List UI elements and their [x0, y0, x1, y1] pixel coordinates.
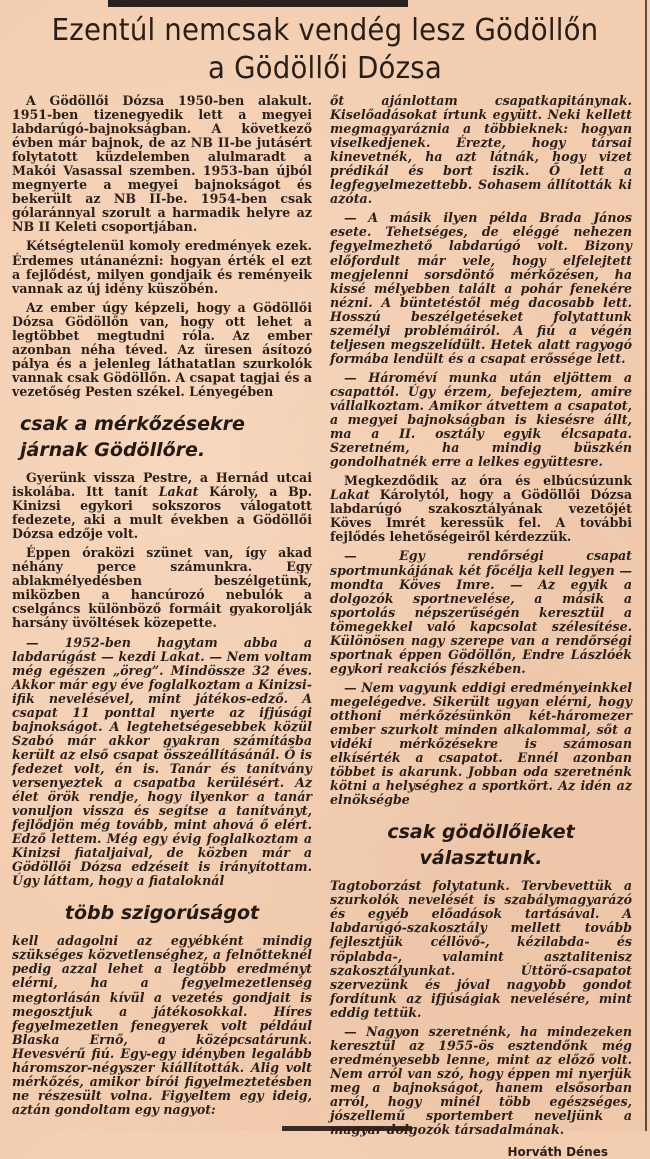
quote-paragraph: — 1952-ben hagytam abba a labdarúgást — kezdi Lakat. — Nem voltam még egészen „öreg”. Mindössze 32 éves. Akkor már egy éve foglalkoztam a Kinizsi-ifik nevelésével, mint játékos-edző. A csapat 11 ponttal nyerte az ifjúsági bajnokságot. A legtehetségesebbek közül Szabó már akkor gyakran számításba került az első csapat összeállításánál. Ő is fedezet volt, én is. Tanár és tanítvány versenyeztek a csapatba kerülésért. Az élet örök rendje, hogy ilyenkor a tanár vonuljon vissza és segítse a tanítványt, fejlődjön még tovább, mint ahová ő elért. Edző lettem. Még egy évig foglalkoztam a Kinizsi fiataljaival, de közben már a Gödöllői Dózsa edzéseit is irányítottam. Úgy láttam, hogy a fiataloknál: [12, 634, 312, 889]
subheading: több szigorúságot: [64, 902, 260, 925]
quote-paragraph: — Nem vagyunk eddigi eredményeinkkel megelégedve. Sikerült ugyan elérni, hogy otthoni mérkőzésünkön két-háromezer ember szurkolt minden alkalommal, sőt a vidéki mérkőzésekre is számosan elkísérték a csapatot. Ennél azonban többet is akarunk. Jobban oda szeretnénk kötni a helységhez a sportkört. Az idén az elnökségbe: [330, 679, 632, 808]
headline-line-1: Ezentúl nemcsak vendég lesz Gödöllőn: [51, 13, 599, 48]
top-rule: [108, 0, 408, 7]
paragraph: Éppen óraközi szünet van, így akad néhány perce számunkra. Egy ablakmélyedésben beszélgetünk, miközben a hancúrozó nebulók a cselgáncs különböző formáit gyakorolják harsány üvöltések közepette.: [12, 545, 312, 631]
text: Megkezdődik az óra és elbúcsúzunk: [344, 473, 632, 489]
quote-paragraph: — Nagyon szeretnénk, ha mindezeken keresztül az 1955-ös esztendőnk még eredményesebb lenne, mint az előző volt. Nem arról van szó, hogy éppen mi nyerjük meg a bajnokságot, hanem elsősorban arról, hogy minél több egészséges, jószellemű sportembert neveljünk a magyar dolgozók társadalmának.: [330, 1023, 632, 1138]
article-headline: [26, 12, 624, 88]
right-column: [330, 94, 632, 1159]
subheading: csak gödöllőieket választunk.: [387, 821, 575, 870]
text: Károlytól, hogy a Gödöllői Dózsa labdarúgó szakosztályának vezetőjét Köves Imrét keressük fel. A további fejlődés lehetőségeiről kérdezzük.: [330, 487, 632, 545]
headline-line-2: a Gödöllői Dózsa: [208, 51, 442, 86]
quote-paragraph: Tagtoborzást folytatunk. Tervbevettük a szurkolók nevelését is szabálymagyarázó és egyéb előadások tartásával. A labdarúgó-szakosztály mellett tovább fejlesztjük céllövő-, kézilabda- és röplabda-, valamint asztalitenisz szakosztályunkat. Úttörő-csapatot szervezünk és jóval nagyobb gondot fordítunk az ifjúságiak nevelésére, mint eddig tettük.: [330, 878, 632, 1020]
quote-paragraph: — Egy rendőrségi csapat sportmunkájának két főcélja kell legyen — mondta Köves Imre. — Az egyik a dolgozók sportnevelése, a másik a sportolás népszerűségén keresztül a tömegekkel való kapcsolat szélesítése. Különösen nagy szerepe van a rendőrségi sportnak éppen Gödöllőn, Endre Lászlóék egykori reakciós fészkében.: [330, 548, 632, 676]
column-rule: [645, 0, 647, 1131]
paragraph: Az ember úgy képzeli, hogy a Gödöllői Dózsa Gödöllőn van, hogy ott lehet a legtöbbet megtudni róla. Az ember azonban néha téved. Az üresen ásítozó pálya és a jelenleg láthatatlan szurkolók vannak csak Gödöllőn. A csapat tagjai és a vezetőség Pesten székel. Lényegében: [12, 299, 312, 399]
quote-paragraph: — Hároméví munka után eljöttem a csapattól. Úgy érzem, befejeztem, amire vállalkoztam. Amikor átvettem a csapatot, a megyei bajnokságban is kiesésre állt, ma a II. osztály egyik élcsapata. Szeretném, ha mindig büszkén gondolhatnék erre a lelkes együttesre.: [330, 369, 632, 470]
left-column: [12, 94, 312, 1122]
person-name: Lakat: [158, 484, 199, 500]
paragraph: A Gödöllői Dózsa 1950-ben alakult. 1951-ben tizenegyedik lett a megyei labdarúgó-bajnokságban. A következő évben már bajnok, de az NB II-be jutásért folytatott küzdelemben alulmaradt a Makói Vasassal szemben. 1953-ban újból megnyerte a megyei bajnokságot és bekerült az NB II-be. 1954-ben csak gólaránnyal szorult a harmadik helyre az NB II Keleti csoportjában.: [12, 93, 312, 235]
person-name: Lakat: [330, 487, 370, 503]
paragraph: [330, 474, 632, 544]
paragraph: [12, 471, 312, 541]
text: Gyerünk vissza Pestre, a Hernád utcai iskolába. Itt tanít: [12, 469, 312, 500]
quote-paragraph: őt ajánlottam csapatkapitánynak. Kiselőadásokat írtunk együtt. Neki kellett megmagyaráznia a többieknek: hogyan viselkedjenek. Érezte, hogy társai kinevetnék, ha azt látnák, hogy vizet prédikál és bort iszik. Ő lett a legfegyelmezettebb. Sohasem állították ki azóta.: [330, 93, 632, 207]
text: Károly, a Bp. Kinizsi egykori sokszoros válogatott fedezete, aki a mult években a Gödöllői Dózsa edzője volt.: [12, 484, 312, 542]
quote-paragraph: kell adagolni az egyébként mindig szükséges közvetlenséghez, a felnőtteknél pedig azzal lehet a legtöbb eredményt elérni, ha a fegyelmezetlenség megtorlásán kívül a vezetés gondjait is megosztjuk a játékosokkal. Híres fegyelmezetlen fenegyerek volt például Blaska Ernő, a középcsatárunk. Hevesvérű fiú. Egy-egy idényben legalább háromszor-négyszer kiállították. Alig volt mérkőzés, amikor bírói figyelmeztetésben ne részesült volna. Figyeltem egy ideig, aztán gondoltam egy nagyot:: [12, 933, 312, 1117]
quote-paragraph: — A másik ilyen példa Brada János esete. Tehetséges, de eléggé nehezen fegyelmezhető labdarúgó volt. Bizony előfordult már vele, hogy elfelejtett megjelenni sorsdöntő mérkőzésen, ha kissé mélyebben talált a pohár fenekére nézni. A büntetéstől még dacosabb lett. Hosszú beszélgetéseket folytattunk személyi problémáiról. A fiú a végén teljesen megszelídült. Hetek alatt ragyogó formába lendült és a csapat erőssége lett.: [330, 210, 632, 366]
paragraph: Kétségtelenül komoly eredmények ezek. Érdemes utánanézni: hogyan érték el ezt a fejlődést, milyen gondjaik és reményeik vannak az új idény küszöbén.: [12, 238, 312, 296]
subheading: csak a mérkőzésekre járnak Gödöllőre.: [20, 412, 245, 461]
author-signature: Horváth Dénes: [507, 1145, 608, 1159]
